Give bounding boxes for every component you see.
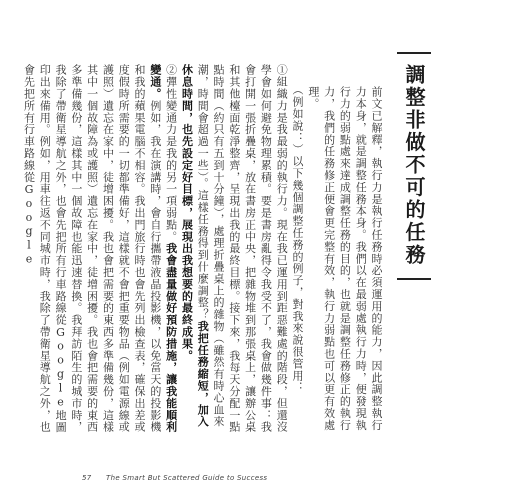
chapter-title: 調整非做不可的任務 [402,64,426,267]
item-1-lead: ①組織力是我最弱的執行力。現在我已運用到距惡難處的階段，但還沒學會如何避免物理累積。要是書房亂得令我受不了，我會做幾件事：我會打開一張折疊桌，放在書房正中央，把雜物堆到那張桌上，讓辦公桌和其他檯面乾淨整齊，呈現出我的最終目標。接下來，我每天分配一點點時間（約只有五到十分鐘），處理折疊桌上的雜物（雖然有時心血來潮，時間會超過一些）。這樣任務得到什麼調整？ [196,64,289,433]
item-2-rest: 例如，我在演講時，會自行攜帶液晶投影機，以免當天的投影機和我的蘋果電腦不相容。我出門旅行時也會先列出檢查表，確保出差或度假時所需要的一切都準備好，這樣就不會把重要物品（例如電源線或護照）遺忘在家中，徒增困擾。我也會把需要的東西多準備幾份，這樣其中一個故障為或護照）遺忘在家中，徒增困擾。我也會把需要的東西多準備幾份，這樣其中一個故障也能迅速替換。我拜訪陌生的城市時，我除了帶衛星導航之外，也會先把所有行車路線從Google地圖印出來備用。例如，用車往返不同城市時，我除了帶衛星導航之外，也會先把所有行車路線從Google [22,64,162,433]
intro-paragraph: 前文已解釋，執行力是執行任務時必須運用的能力，因此調整執行力本身，就是調整任務本身。我們以在最弱處執行力時，便發現執行力的弱點處來達成調整任務的目的，也就是調整任務修正的執行力，我們的任務修正便會更完整有效，執行力弱點也可以更有效處理。 [306,86,383,432]
item-2-lead: ②彈性變通力是我的另一項弱點。 [164,64,178,243]
chapter-heading [393,52,435,282]
item-2-paragraph [21,64,179,436]
body-text [22,64,384,436]
running-title: The Smart But Scattered Guide to Success [106,474,268,482]
item-1-emphasis: 我把任務縮短，加入休息時間，也先設定好目標，展現出我想要的最終成果。 [180,64,210,428]
item-1-paragraph [179,64,290,436]
page-footer [82,474,267,486]
example-intro: （例如說：）以下幾個調整任務的例子，對我來說很管用： [291,84,305,394]
item-2-emphasis: 我會盡量做好預防措施，讓我能順利變通。 [148,64,178,433]
heading-top-rule [397,52,431,54]
heading-bottom-rule [397,278,431,280]
page-number: 57 [82,474,92,482]
